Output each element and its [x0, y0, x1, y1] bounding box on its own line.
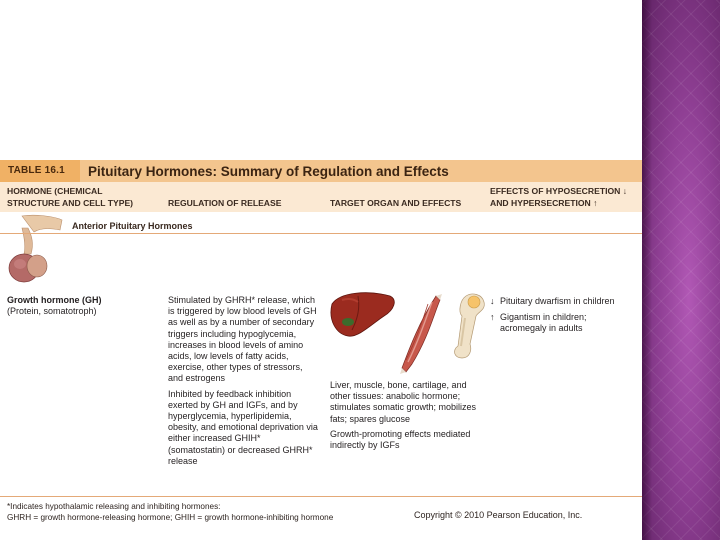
hypersecretion-effect — [490, 312, 640, 334]
hypersecretion-text: Gigantism in children; acromegaly in adults — [500, 312, 587, 334]
copyright-notice: Copyright © 2010 Pearson Education, Inc. — [414, 510, 583, 520]
decorative-side-band — [642, 0, 720, 540]
header-effects-line2: AND HYPERSECRETION ↑ — [490, 198, 598, 208]
header-hormone-line1: HORMONE (CHEMICAL — [7, 186, 103, 196]
table-title: Pituitary Hormones: Summary of Regulation and Effects — [88, 163, 449, 179]
target-indirect-effects: Growth-promoting effects mediated indirectly by IGFs — [330, 428, 471, 451]
down-arrow-icon: ↓ — [490, 296, 495, 306]
footnote-line-1: *Indicates hypothalamic releasing and inhibiting hormones: — [7, 502, 221, 511]
section-divider — [0, 233, 642, 234]
pituitary-gland-illustration — [4, 214, 64, 286]
section-label: Anterior Pituitary Hormones — [72, 221, 193, 231]
header-target: TARGET ORGAN AND EFFECTS — [330, 198, 462, 208]
target-effects: Liver, muscle, bone, cartilage, and other tissues: anabolic hormone; stimulates somatic growth; mobilizes fats; spares glucose — [330, 380, 477, 424]
up-arrow-icon: ↑ — [490, 312, 495, 323]
liver-illustration — [328, 290, 398, 342]
table-footnote — [7, 501, 333, 523]
hyposecretion-effect — [490, 296, 640, 307]
hyposecretion-text: Pituitary dwarfism in children — [500, 296, 615, 306]
effects-cell — [490, 296, 640, 340]
hormone-detail: (Protein, somatotroph) — [7, 306, 97, 316]
table-title-bar — [0, 160, 642, 182]
target-cell — [330, 380, 480, 455]
hormone-name: Growth hormone (GH) — [7, 295, 102, 305]
regulation-inhibited: Inhibited by feedback inhibition exerted by GH and IGFs, and by hyperglycemia, hyperlipidemia, obesity, and emotional deprivation via either increased GHIH* (somatostatin) or decreased GHRH* release — [168, 388, 318, 466]
bone-illustration — [448, 292, 488, 360]
muscle-illustration — [398, 294, 444, 374]
table-bottom-rule — [0, 496, 642, 497]
regulation-stimulated: Stimulated by GHRH* release, which is triggered by low blood levels of GH as well as by a number of secondary triggers including hypoglycemia, increases in blood levels of amino acids, low levels of fatty acids, exercise, other types of stressors, and estrogens — [168, 295, 317, 384]
footnote-line-2: GHRH = growth hormone-releasing hormone; GHIH = growth hormone-inhibiting hormone — [7, 513, 334, 522]
header-effects-line1: EFFECTS OF HYPOSECRETION ↓ — [490, 186, 628, 196]
table-header-row — [0, 182, 642, 212]
regulation-cell — [168, 295, 318, 471]
hormone-cell — [7, 295, 102, 317]
header-hormone-line2: STRUCTURE AND CELL TYPE) — [7, 198, 134, 208]
table-number: TABLE 16.1 — [0, 160, 80, 182]
header-regulation: REGULATION OF RELEASE — [168, 198, 282, 208]
